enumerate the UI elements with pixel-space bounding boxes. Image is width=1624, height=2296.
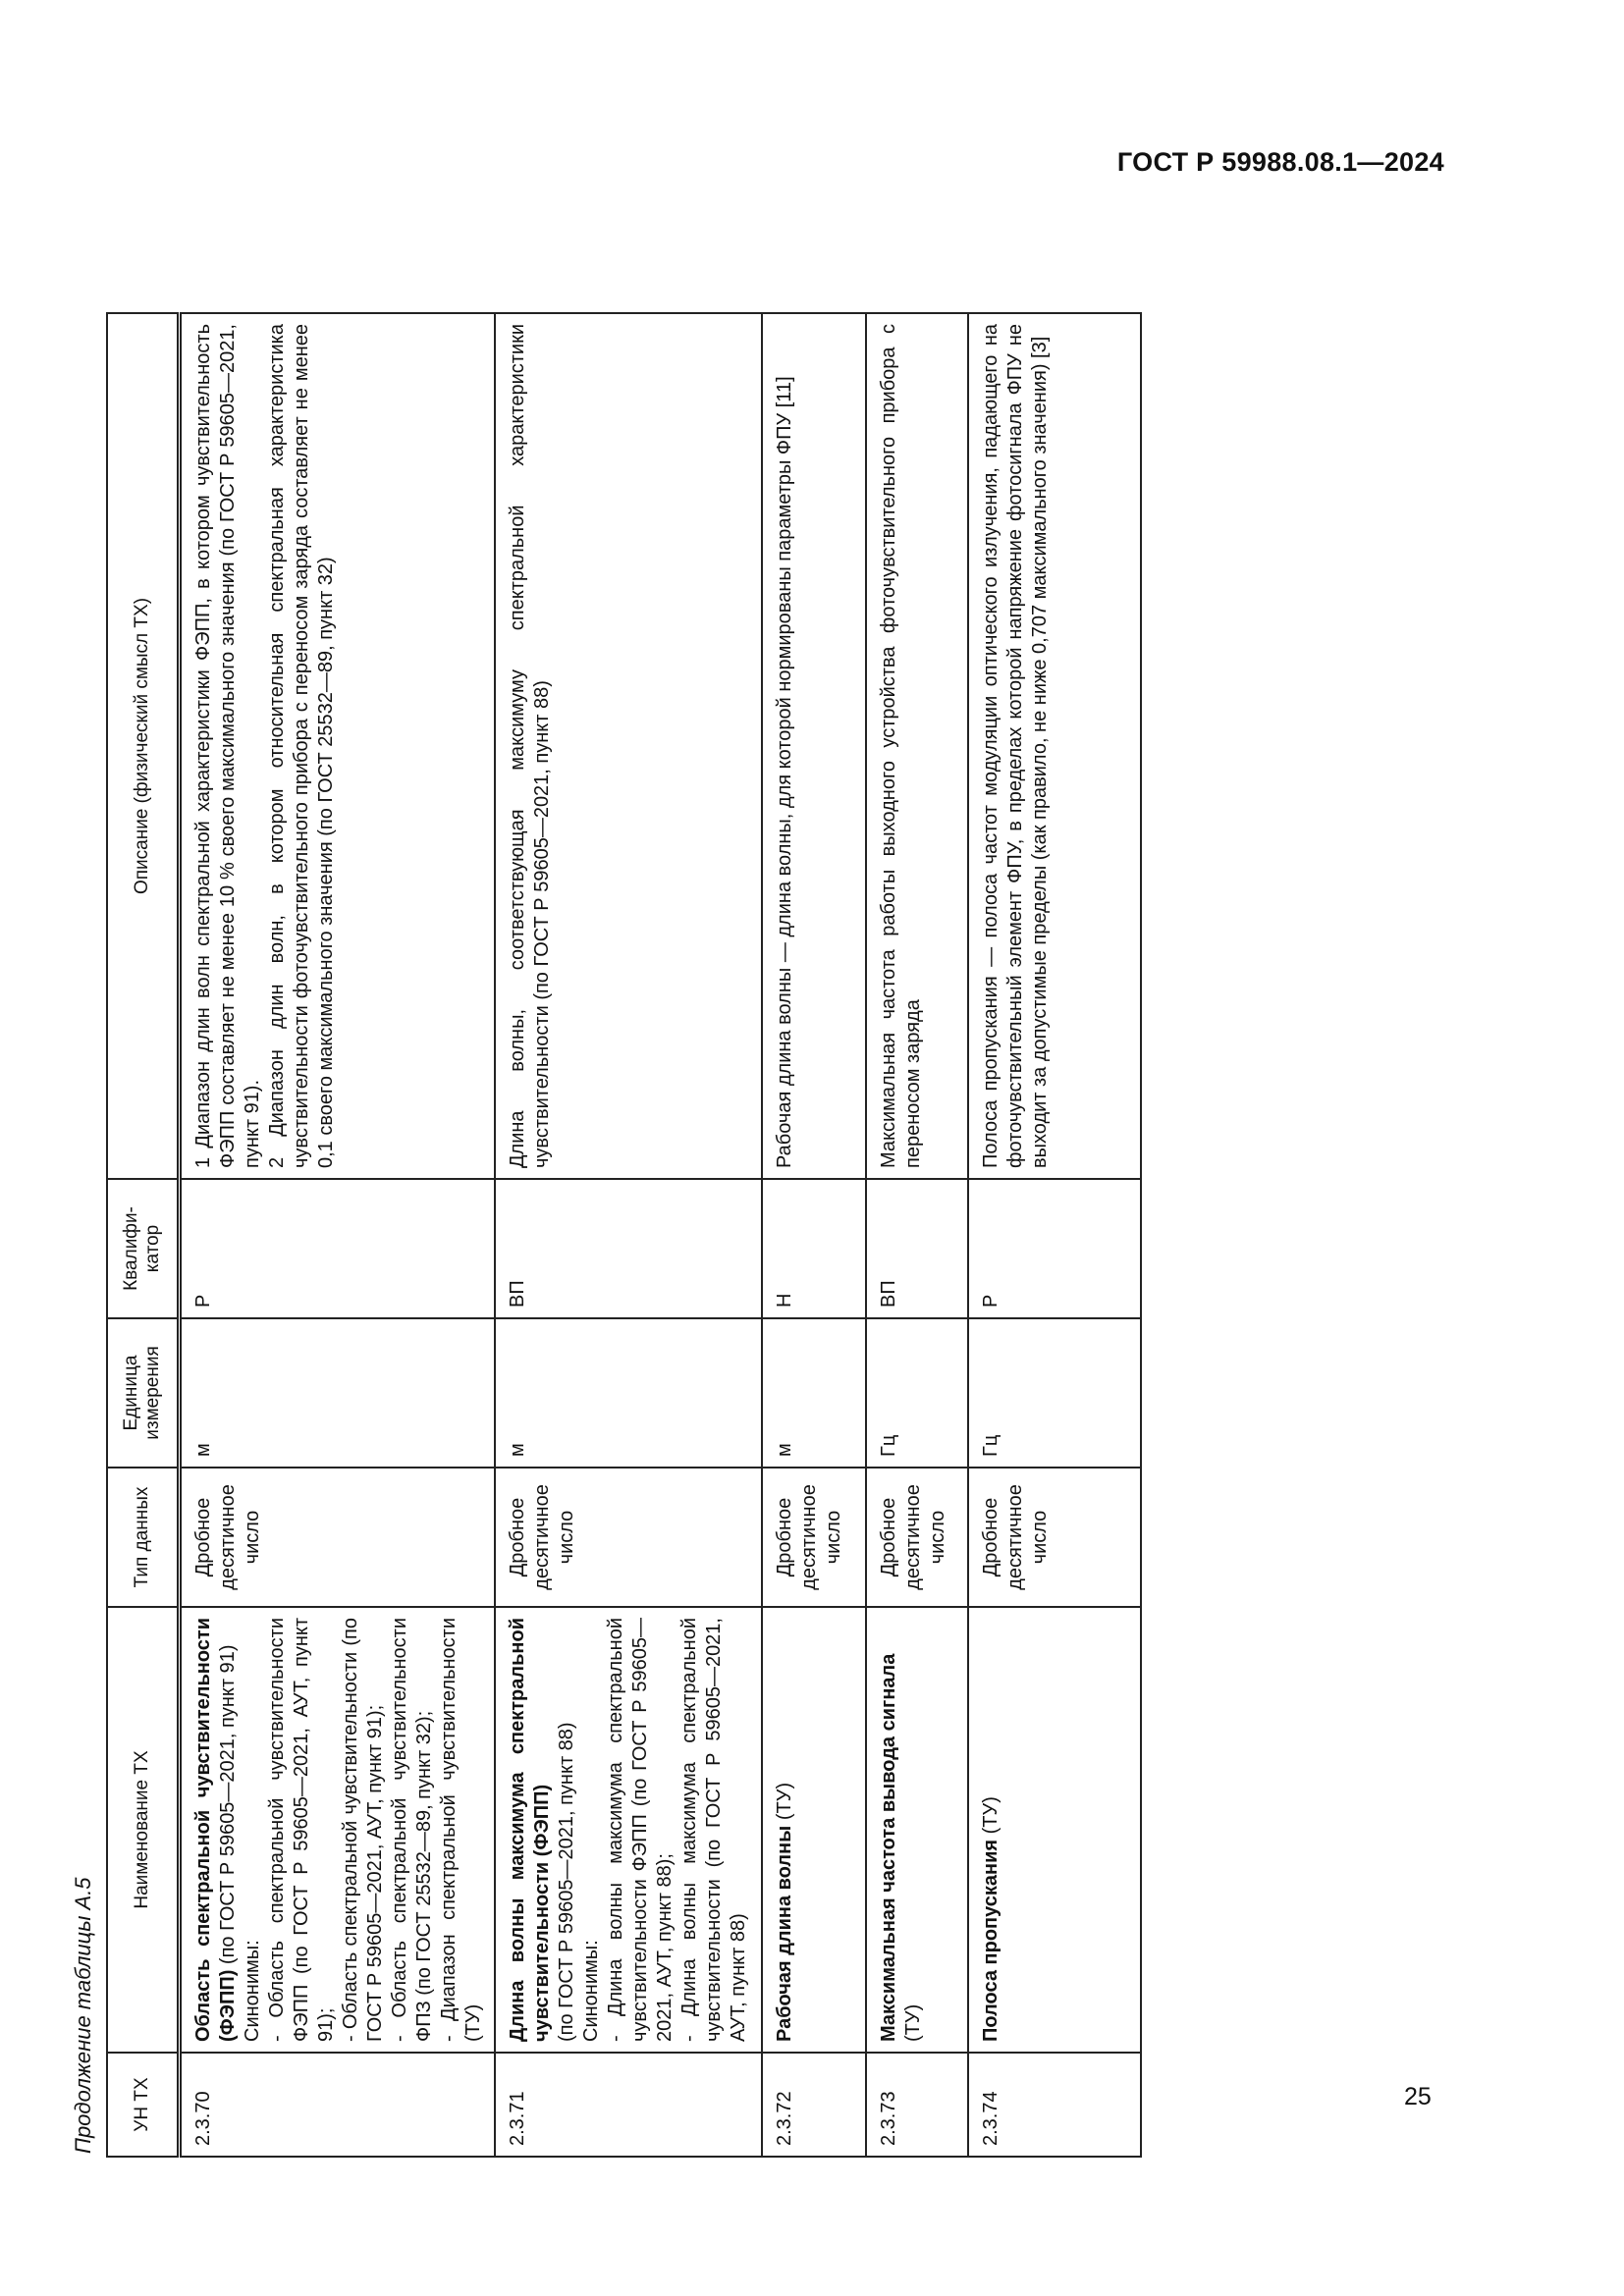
description-paragraph: Длина волны, соответствующая максимуму спектральной характеристики чувствительности (по ГОСТ Р 59605—2021, пункт 88) (507, 324, 553, 1168)
col-header-data-type: Тип данных (107, 1468, 180, 1607)
cell-unit: м (180, 1318, 496, 1468)
table-continuation-label: Продолжение таблицы А.5 (71, 1877, 95, 2154)
name-source: (ТУ) (774, 1782, 795, 1821)
cell-name (866, 1607, 968, 2053)
name-bold: Длина волны максимума спектральной чувствительности (ФЭПП) (507, 1618, 553, 2042)
cell-qualifier: Н (762, 1179, 866, 1318)
synonym-item: - Длина волны максимума спектральной чувствительности (по ГОСТ Р 59605—2021, АУТ, пункт 88) (678, 1618, 749, 2042)
cell-unit: м (495, 1318, 762, 1468)
synonym-item: - Область спектральной чувствительности ФЭПП (по ГОСТ Р 59605—2021, АУТ, пункт 91); (266, 1618, 337, 2042)
cell-qualifier: ВП (866, 1179, 968, 1318)
cell-name (495, 1607, 762, 2053)
table-row (495, 313, 762, 2157)
cell-data-type: Дробное десятичное число (495, 1468, 762, 1607)
cell-data-type: Дробное десятичное число (762, 1468, 866, 1607)
cell-description (968, 313, 1141, 1179)
col-header-description: Описание (физический смысл ТХ) (107, 313, 180, 1179)
cell-qualifier: ВП (495, 1179, 762, 1318)
cell-unit: м (762, 1318, 866, 1468)
name-source: (ТУ) (902, 2003, 924, 2042)
cell-name (968, 1607, 1141, 2053)
characteristics-table (106, 312, 1142, 2158)
cell-data-type: Дробное десятичное число (968, 1468, 1141, 1607)
cell-description (495, 313, 762, 1179)
description-paragraph: Максимальная частота работы выходного устройства фоточувствительного прибора с переносом заряда (878, 324, 924, 1168)
col-header-unit: Единица измерения (107, 1318, 180, 1468)
synonyms-label: Синонимы: (580, 1940, 602, 2042)
cell-id: 2.3.73 (866, 2053, 968, 2157)
cell-unit: Гц (968, 1318, 1141, 1468)
page-number: 25 (1404, 2083, 1432, 2110)
synonyms-label: Синонимы: (242, 1940, 263, 2042)
cell-id: 2.3.71 (495, 2053, 762, 2157)
rotated-table-block (69, 312, 1188, 2158)
name-source: (по ГОСТ Р 59605—2021, пункт 88) (556, 1722, 577, 2042)
description-paragraph: 2 Диапазон длин волн, в котором относительная спектральная характеристика чувствительности фоточувствительного прибора с переносом заряда составляет не менее 0,1 своего максимального значения (по ГОСТ 25532—89, пункт 32) (266, 324, 337, 1168)
cell-description (180, 313, 496, 1179)
description-paragraph: 1 Диапазон длин волн спектральной характеристики ФЭПП, в котором чувствительность ФЭПП составляет не менее 10 % своего максимального значения (по ГОСТ Р 59605—2021, пункт 91). (192, 324, 263, 1168)
synonym-item: - Область спектральной чувствительности (по ГОСТ Р 59605—2021, АУТ, пункт 91); (340, 1618, 386, 2042)
table-row (866, 313, 968, 2157)
name-source: (ТУ) (980, 1796, 1001, 1835)
name-bold: Полоса пропускания (980, 1839, 1001, 2042)
cell-id: 2.3.70 (180, 2053, 496, 2157)
synonym-item: - Область спектральной чувствительности ФПЗ (по ГОСТ 25532—89, пункт 32); (389, 1618, 435, 2042)
col-header-id: УН ТХ (107, 2053, 180, 2157)
cell-name (762, 1607, 866, 2053)
cell-unit: Гц (866, 1318, 968, 1468)
description-paragraph: Полоса пропускания — полоса частот модуляции оптического излучения, падающего на фоточувствительный элемент ФПУ, в пределах которой напряжение фотосигнала ФПУ не выходит за допустимые пределы (как правило, не ниже 0,707 максимального значения) [3] (980, 324, 1051, 1168)
cell-id: 2.3.72 (762, 2053, 866, 2157)
table-header-row (107, 313, 180, 2157)
col-header-qualifier: Квалифи-катор (107, 1179, 180, 1318)
synonym-item: - Диапазон спектральной чувствительности (ТУ) (438, 1618, 484, 2042)
name-bold: Рабочая длина волны (774, 1825, 795, 2042)
synonym-item: - Длина волны максимума спектральной чувствительности ФЭПП (по ГОСТ Р 59605—2021, АУТ, пункт 88); (605, 1618, 676, 2042)
cell-name (180, 1607, 496, 2053)
name-bold: Область спектральной чувствительности (ФЭПП) (192, 1618, 239, 2042)
cell-data-type: Дробное десятичное число (866, 1468, 968, 1607)
col-header-name: Наименование ТХ (107, 1607, 180, 2053)
cell-qualifier: Р (180, 1179, 496, 1318)
table-row (968, 313, 1141, 2157)
table-row (762, 313, 866, 2157)
cell-id: 2.3.74 (968, 2053, 1141, 2157)
cell-qualifier: Р (968, 1179, 1141, 1318)
document-standard-header: ГОСТ Р 59988.08.1—2024 (1116, 147, 1444, 177)
cell-data-type: Дробное десятичное число (180, 1468, 496, 1607)
name-source: (по ГОСТ Р 59605—2021, пункт 91) (217, 1644, 239, 1965)
cell-description (866, 313, 968, 1179)
table-row (180, 313, 496, 2157)
cell-description (762, 313, 866, 1179)
name-bold: Максимальная частота вывода сигнала (878, 1653, 899, 2042)
description-paragraph: Рабочая длина волны — длина волны, для которой нормированы параметры ФПУ [11] (774, 376, 795, 1168)
